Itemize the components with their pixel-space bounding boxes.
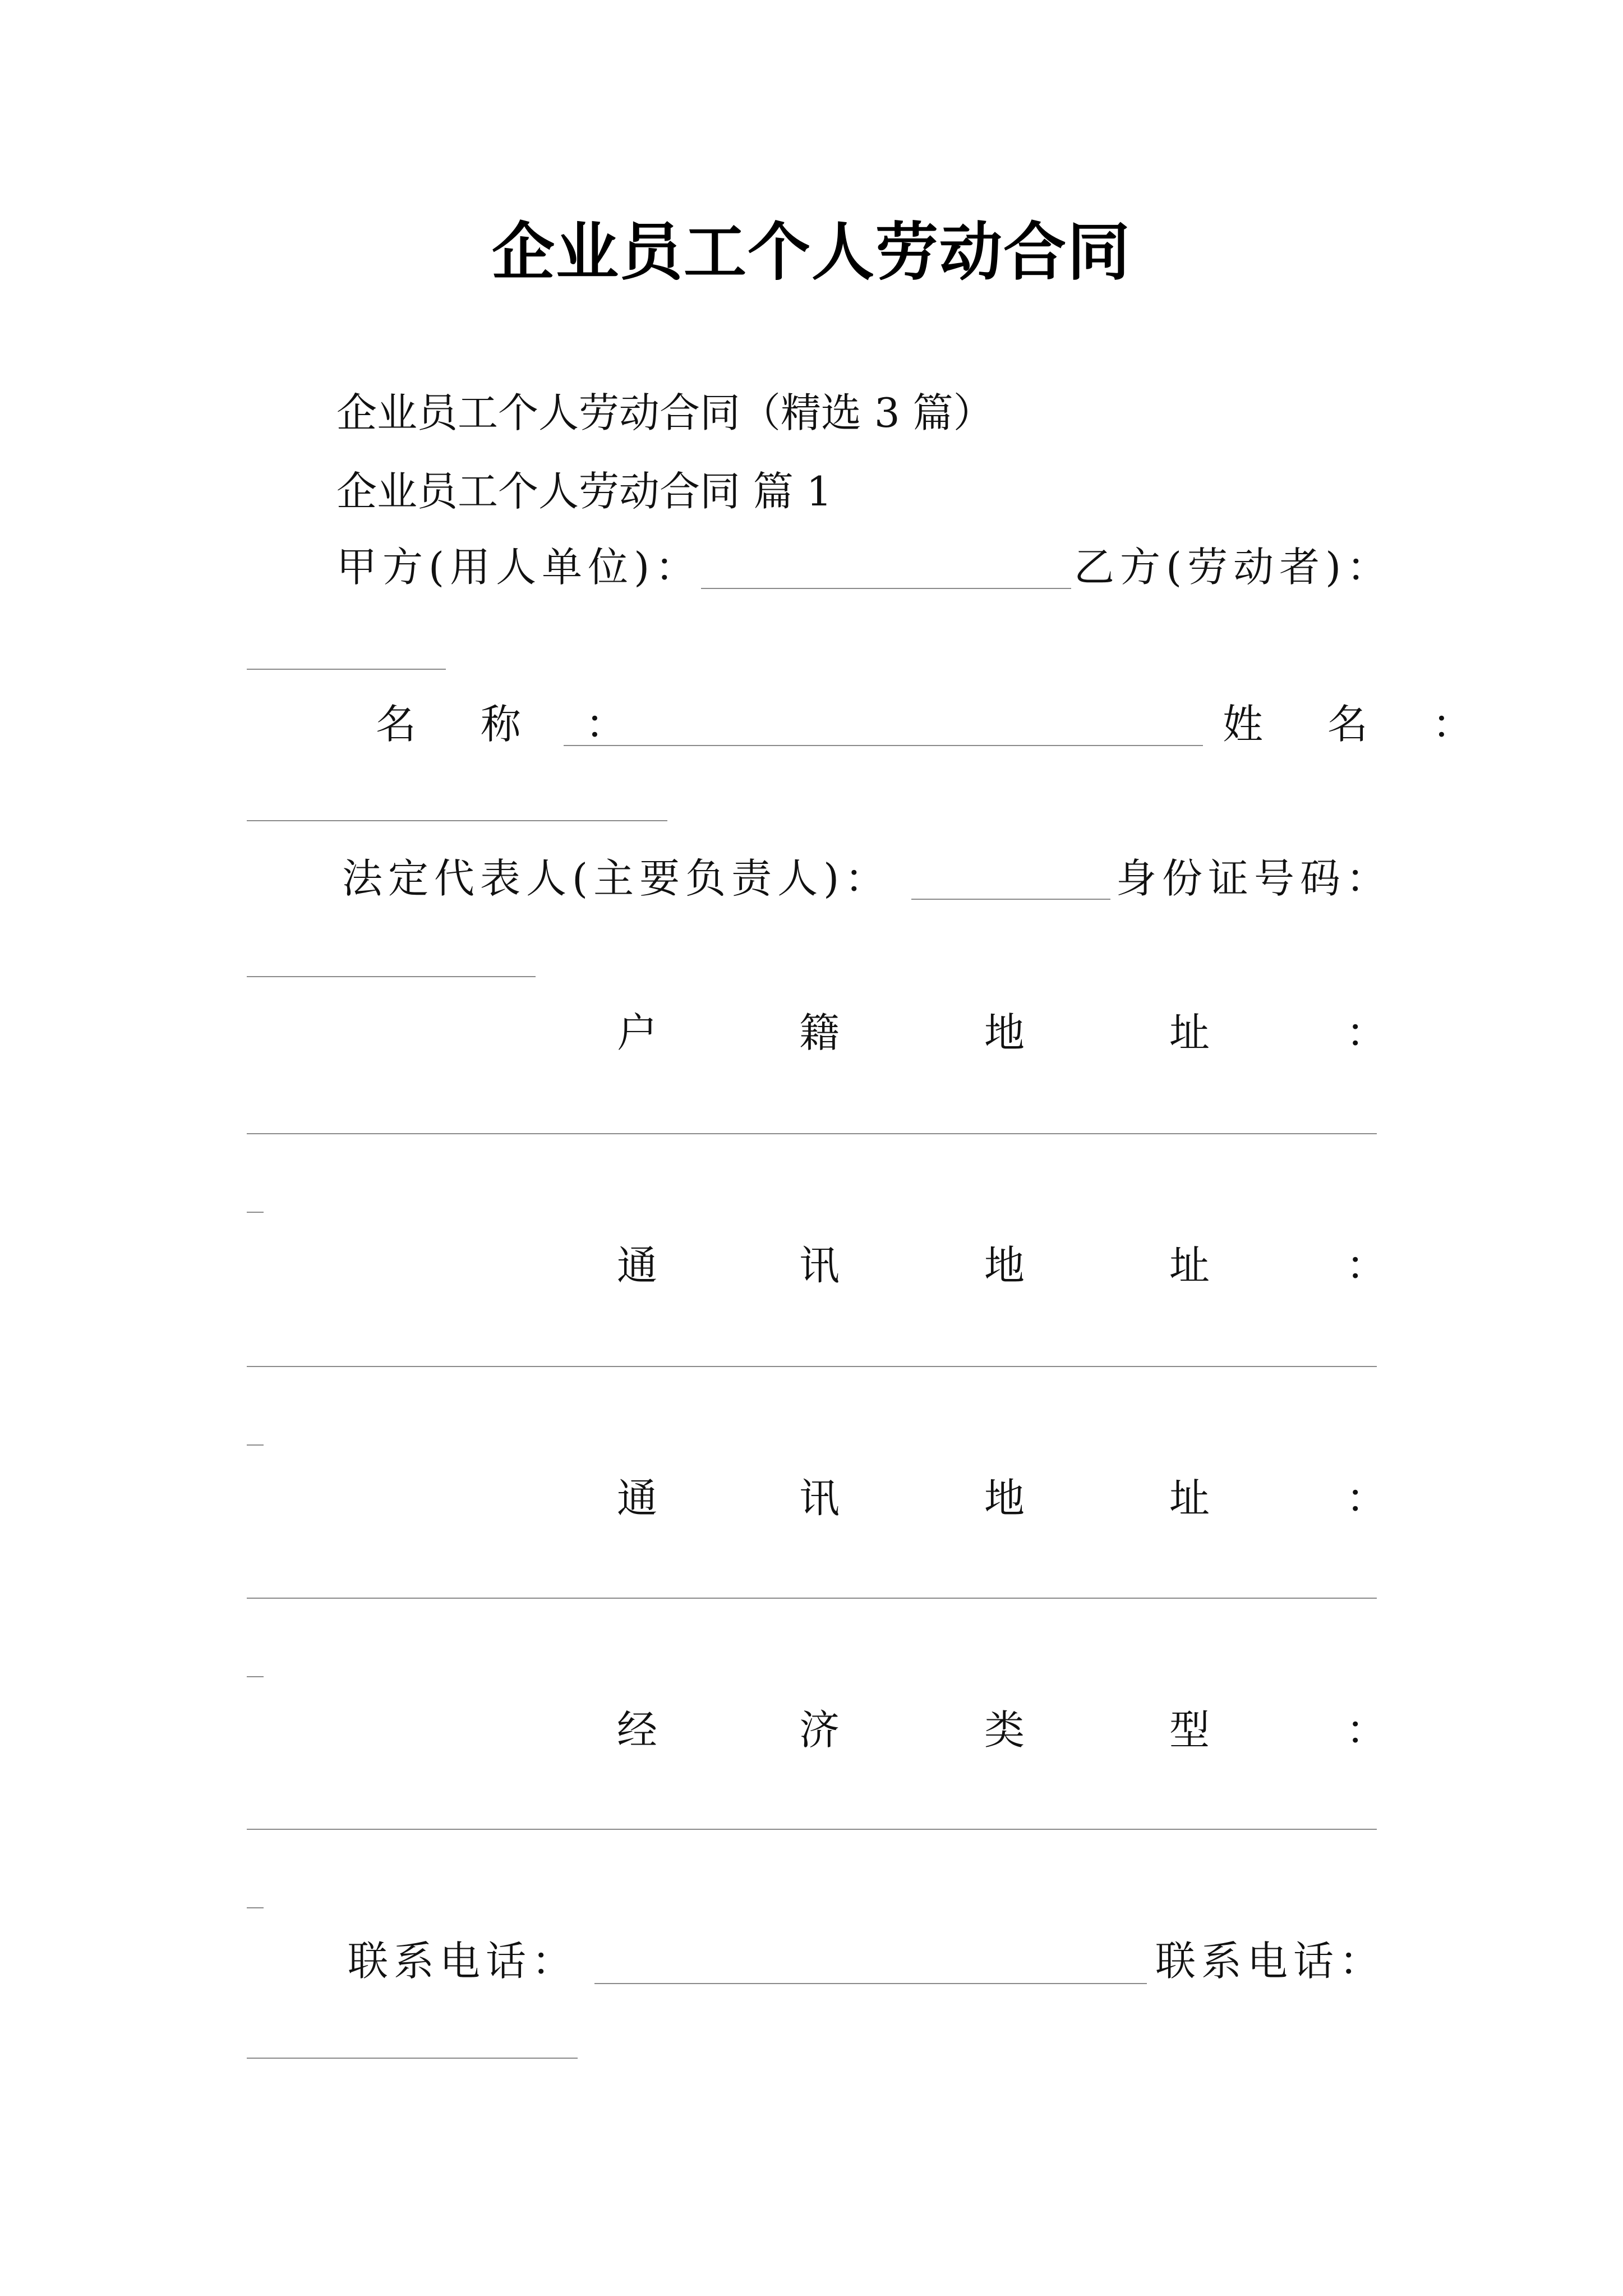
mailing-address-2-char-2: 讯: [799, 1475, 840, 1522]
section-heading: 企业员工个人劳动合同 篇 1: [336, 468, 832, 515]
person-name-label: 姓 名 ：: [1223, 701, 1498, 748]
party-b-blank[interactable]: [247, 669, 446, 670]
name-label: 名 称 ：: [376, 701, 652, 748]
economic-type-char-2: 济: [799, 1706, 840, 1754]
household-address-blank-tail: [247, 1212, 264, 1213]
phone-a-blank[interactable]: [594, 1983, 1147, 1984]
mailing-address-2-char-1: 通: [617, 1475, 658, 1522]
document-title: 企业员工个人劳动合同: [492, 215, 1131, 289]
economic-type-colon: ：: [1346, 1706, 1387, 1754]
phone-label-a: 联系电话：: [348, 1938, 578, 1985]
id-number-blank[interactable]: [247, 976, 536, 977]
household-address-char-1: 户: [617, 1009, 658, 1056]
economic-type-char-3: 类: [984, 1706, 1025, 1754]
party-a-label: 甲方(用人单位)：: [336, 544, 702, 591]
household-address-char-4: 址: [1169, 1009, 1210, 1056]
economic-type-char-1: 经: [617, 1706, 658, 1754]
legal-rep-blank[interactable]: [911, 899, 1110, 900]
mailing-address-char-4: 址: [1169, 1242, 1210, 1289]
mailing-address-2-char-3: 地: [984, 1475, 1025, 1522]
economic-type-blank[interactable]: [247, 1829, 1377, 1830]
economic-type-blank-tail: [247, 1907, 264, 1908]
id-number-label: 身份证号码：: [1116, 855, 1393, 902]
mailing-address-char-2: 讯: [799, 1242, 840, 1289]
phone-b-blank[interactable]: [247, 2058, 578, 2059]
mailing-address-blank-tail: [247, 1444, 264, 1446]
name-blank[interactable]: [564, 745, 1203, 746]
mailing-address-char-1: 通: [617, 1242, 658, 1289]
mailing-address-blank[interactable]: [247, 1366, 1377, 1367]
phone-label-b: 联系电话：: [1155, 1938, 1386, 1985]
household-address-blank[interactable]: [247, 1133, 1377, 1134]
mailing-address-2-blank[interactable]: [247, 1598, 1377, 1599]
household-address-char-2: 籍: [799, 1009, 840, 1056]
mailing-address-colon: ：: [1346, 1242, 1387, 1289]
legal-rep-label: 法定代表人(主要负责人)：: [342, 855, 891, 902]
mailing-address-char-3: 地: [984, 1242, 1025, 1289]
mailing-address-2-blank-tail: [247, 1676, 264, 1677]
party-a-blank[interactable]: [701, 588, 1071, 589]
mailing-address-2-colon: ：: [1346, 1475, 1387, 1522]
household-address-char-3: 地: [984, 1009, 1025, 1056]
household-address-colon: ：: [1346, 1009, 1387, 1056]
party-b-label: 乙方(劳动者)：: [1074, 544, 1393, 591]
economic-type-char-4: 型: [1169, 1706, 1210, 1754]
document-subtitle: 企业员工个人劳动合同（精选 3 篇）: [336, 389, 994, 436]
person-name-blank[interactable]: [247, 820, 667, 821]
mailing-address-2-char-4: 址: [1169, 1475, 1210, 1522]
